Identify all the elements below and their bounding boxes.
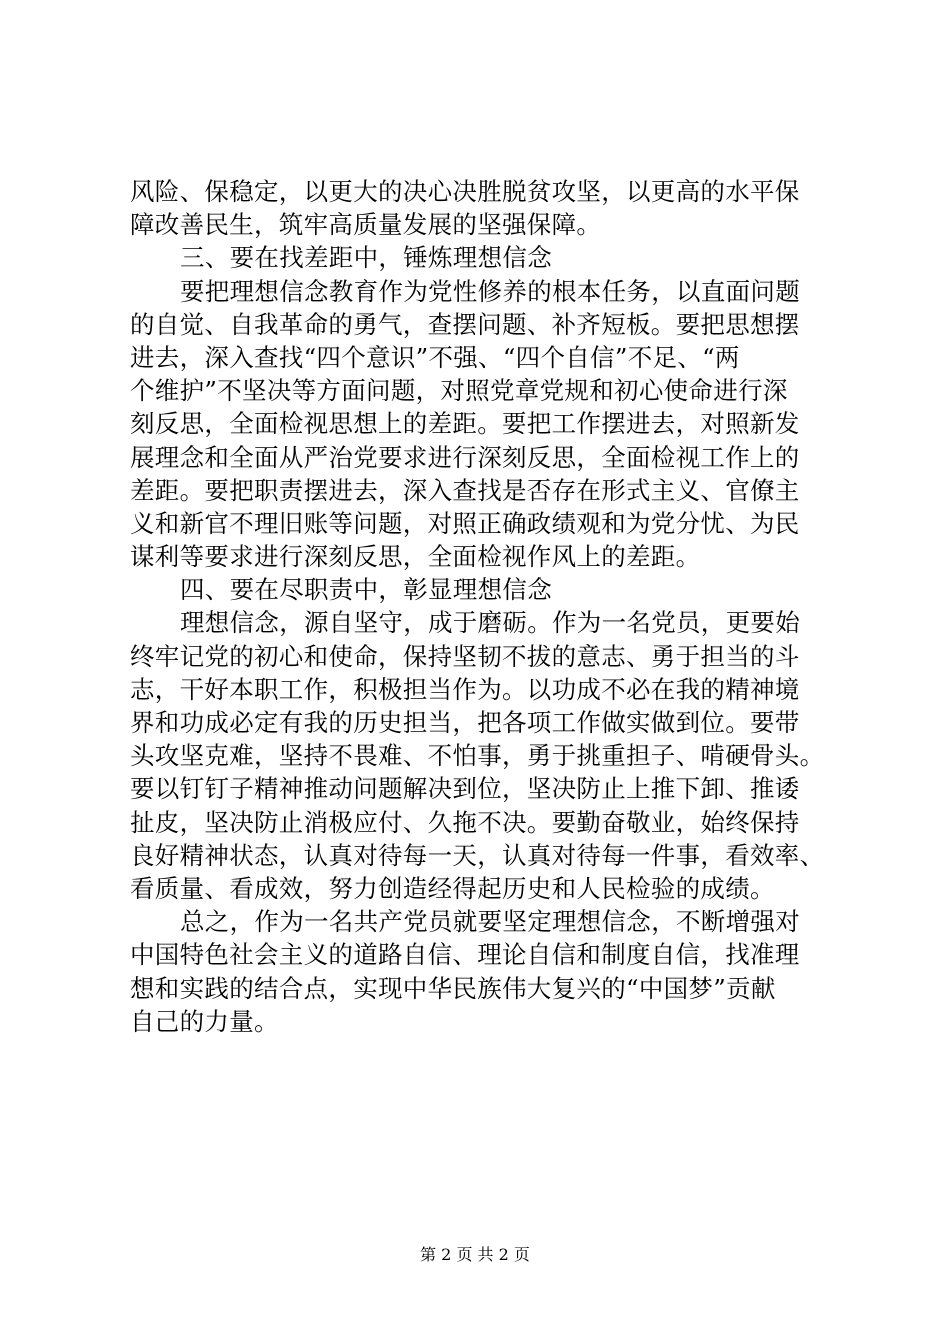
text-line: 要以钉钉子精神推动问题解决到位，坚决防止上推下卸、推诿 — [130, 774, 800, 804]
paragraph-start-line: 三、要在找差距中，锤炼理想信念 — [180, 243, 552, 273]
paragraph-start-line: 四、要在尽职责中，彰显理想信念 — [180, 575, 552, 605]
text-line: 看质量、看成效，努力创造经得起历史和人民检验的成绩。 — [130, 873, 775, 903]
text-line: 良好精神状态，认真对待每一天，认真对待每一件事，看效率、 — [130, 840, 825, 870]
paragraph-start-line: 要把理想信念教育作为党性修养的根本任务，以直面问题 — [180, 276, 800, 306]
text-line: 终牢记党的初心和使命，保持坚韧不拔的意志、勇于担当的斗 — [130, 641, 800, 671]
text-line: 刻反思，全面检视思想上的差距。要把工作摆进去，对照新发 — [130, 409, 800, 439]
body-text — [130, 175, 830, 1038]
text-line: 自己的力量。 — [130, 1006, 279, 1036]
paragraph-start-line: 理想信念，源自坚守，成于磨砺。作为一名党员，更要始 — [180, 608, 800, 638]
text-line: 中国特色社会主义的道路自信、理论自信和制度自信，找准理 — [130, 940, 800, 970]
text-line: 进去，深入查找“四个意识”不强、“四个自信”不足、“两 — [130, 342, 740, 372]
text-line: 差距。要把职责摆进去，深入查找是否存在形式主义、官僚主 — [130, 475, 800, 505]
text-line: 想和实践的结合点，实现中华民族伟大复兴的“中国梦”贡献 — [130, 973, 776, 1003]
text-line: 的自觉、自我革命的勇气，查摆问题、补齐短板。要把思想摆 — [130, 309, 800, 339]
page-footer: 第 2 页 共 2 页 — [420, 1245, 530, 1264]
text-line: 障改善民生，筑牢高质量发展的坚强保障。 — [130, 210, 602, 240]
text-line: 界和功成必定有我的历史担当，把各项工作做实做到位。要带 — [130, 708, 800, 737]
text-line: 扯皮，坚决防止消极应付、久拖不决。要勤奋敬业，始终保持 — [130, 807, 800, 837]
text-line: 头攻坚克难，坚持不畏难、不怕事，勇于挑重担子、啃硬骨头。 — [130, 741, 825, 771]
text-line: 个维护”不坚决等方面问题，对照党章党规和初心使命进行深 — [130, 376, 788, 406]
paragraph-start-line: 总之，作为一名共产党员就要坚定理想信念，不断增强对 — [180, 907, 800, 937]
text-line: 谋利等要求进行深刻反思，全面检视作风上的差距。 — [130, 542, 701, 572]
text-line: 义和新官不理旧账等问题，对照正确政绩观和为党分忧、为民 — [130, 508, 800, 538]
text-line: 展理念和全面从严治党要求进行深刻反思，全面检视工作上的 — [130, 442, 800, 472]
text-line: 志，干好本职工作，积极担当作为。以功成不必在我的精神境 — [130, 674, 800, 704]
text-line: 风险、保稳定，以更大的决心决胜脱贫攻坚，以更高的水平保 — [130, 177, 800, 206]
